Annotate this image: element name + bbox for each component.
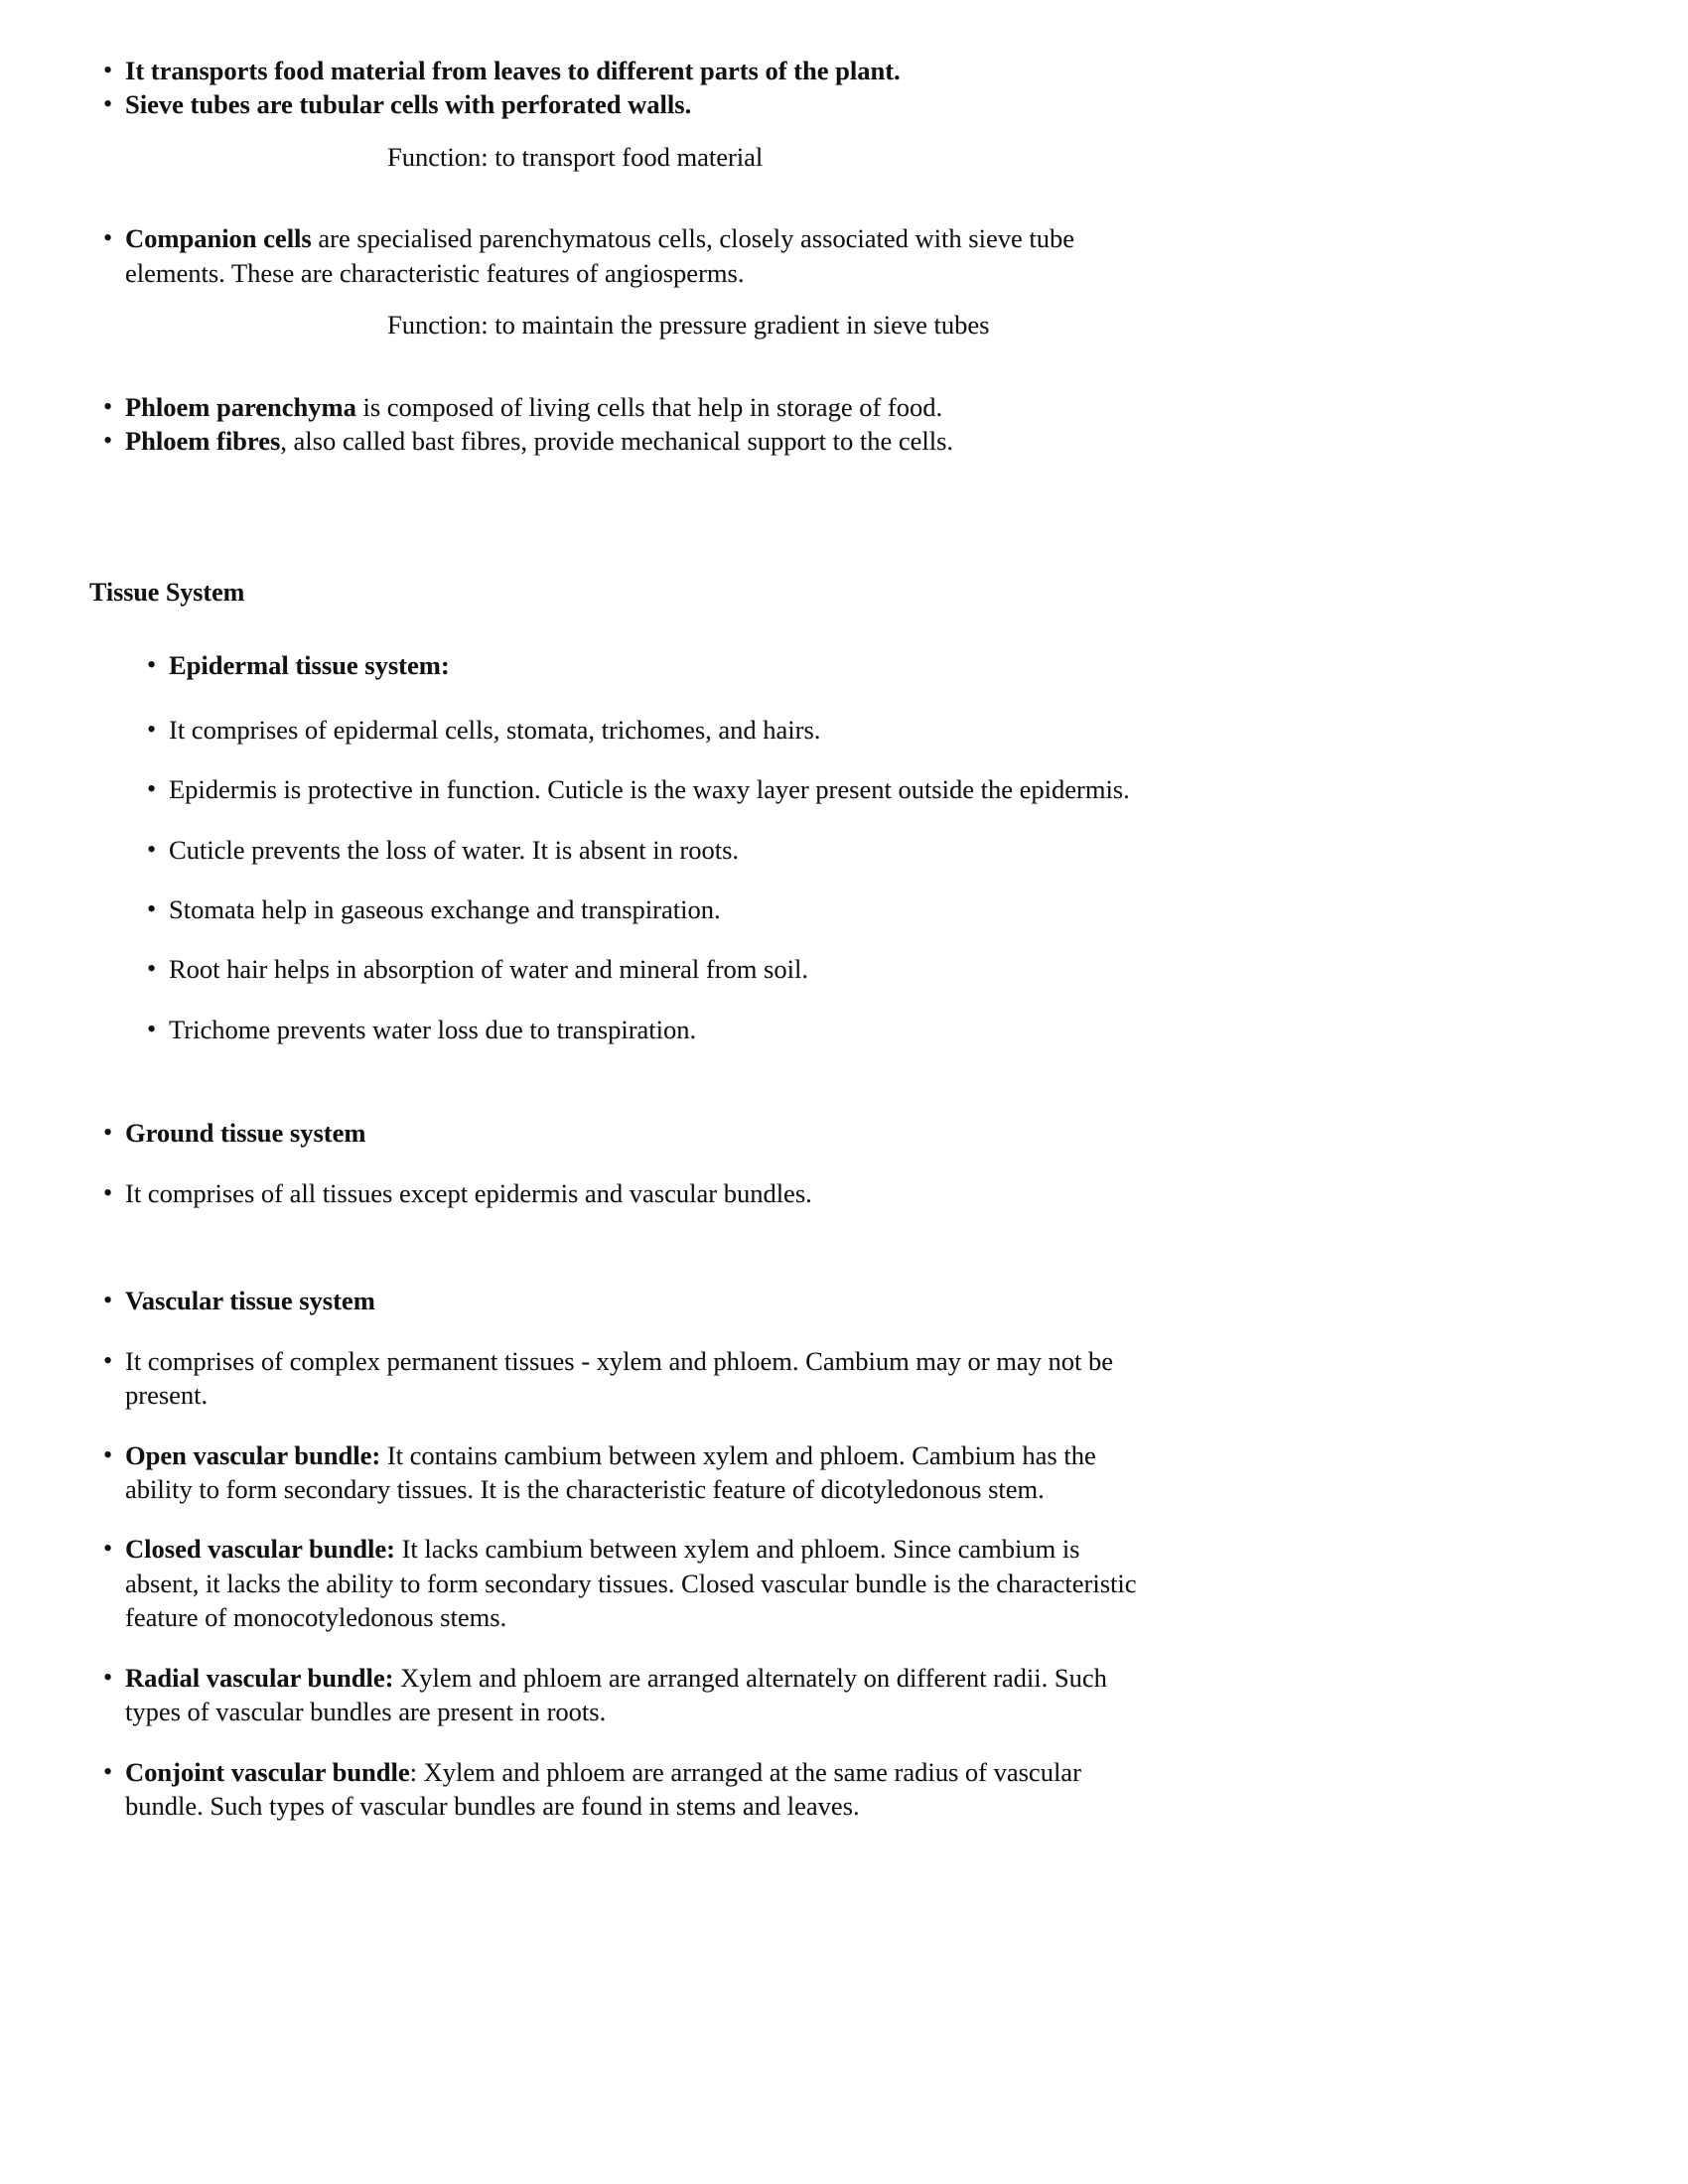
- list-item: [0, 1176, 1688, 1210]
- epidermal-points-list: [0, 952, 1688, 986]
- function-line-2: Function: to maintain the pressure gradient in sieve tubes: [387, 310, 990, 341]
- spacer: [0, 342, 1688, 390]
- spacer: [0, 1635, 1688, 1661]
- bullet-description: , also called bast fibres, provide mechanical support to the cells.: [280, 426, 954, 457]
- bullet-icon: [103, 1344, 137, 1378]
- ground-tissue-points-list: [0, 1176, 1688, 1210]
- bullet-term: Radial vascular bundle:: [125, 1662, 394, 1693]
- bullet-description: are specialised parenchymatous cells, closely associated with sieve tube elements. These are characteristic features of angiosperms.: [125, 223, 1074, 288]
- bullet-text: Root hair helps in absorption of water and mineral from soil.: [169, 954, 808, 985]
- list-item: [0, 713, 1688, 747]
- list-item: [0, 1013, 1688, 1046]
- phloem-parenchyma-list: [0, 390, 1688, 459]
- list-item: [0, 221, 1688, 290]
- bullet-term: Open vascular bundle:: [125, 1439, 381, 1470]
- vascular-tissue-title-list: [0, 1284, 1688, 1317]
- list-item: [0, 1532, 1688, 1634]
- list-item: [0, 1344, 1688, 1413]
- spacer: [0, 1506, 1688, 1532]
- bullet-icon: [103, 424, 137, 458]
- vascular-intro-list: [0, 1344, 1688, 1413]
- bullet-text: It transports food material from leaves to different parts of the plant.: [125, 56, 901, 85]
- spacer: [0, 122, 1688, 140]
- bullet-term: Companion cells: [125, 223, 312, 254]
- bullet-description: Xylem and phloem are arranged alternately on different radii. Such types of vascular bundles are present in roots.: [125, 1662, 1107, 1727]
- page-title: Tissue System: [89, 577, 245, 607]
- bullet-icon: [147, 952, 181, 986]
- list-item: [0, 1661, 1688, 1729]
- bullet-text: It comprises of all tissues except epidermis and vascular bundles.: [125, 1177, 812, 1208]
- bullet-icon: [147, 833, 181, 867]
- bullet-text: Trichome prevents water loss due to transpiration.: [169, 1014, 697, 1044]
- bullet-icon: [103, 54, 137, 87]
- bullet-icon: [147, 713, 181, 747]
- bullet-description: It contains cambium between xylem and phloem. Cambium has the ability to form secondary tissues. It is the characteristic feature of dicotyledonous stem.: [125, 1439, 1096, 1504]
- bullet-icon: [103, 87, 137, 121]
- epidermal-tissue-list: [0, 648, 1688, 682]
- bullet-icon: [103, 1176, 137, 1210]
- vascular-bundle-list: [0, 1755, 1688, 1824]
- bullet-text: It comprises of complex permanent tissues - xylem and phloem. Cambium may or may not be present.: [125, 1345, 1114, 1411]
- vascular-bundle-list: [0, 1438, 1688, 1507]
- bullet-text: [125, 1438, 1152, 1507]
- list-item: [0, 424, 1688, 458]
- epidermal-points-list: [0, 772, 1688, 806]
- list-item: [0, 833, 1688, 867]
- spacer: [0, 174, 1688, 221]
- bullet-text: [125, 1661, 1152, 1729]
- spacer: [0, 1210, 1688, 1266]
- spacer: [0, 609, 1688, 648]
- list-item: [0, 648, 1688, 682]
- ground-tissue-title-list: [0, 1116, 1688, 1150]
- list-item: [0, 952, 1688, 986]
- spacer: [0, 1318, 1688, 1344]
- spacer: [0, 1413, 1688, 1438]
- bullet-text: [125, 1755, 1152, 1824]
- bullet-icon: [103, 1661, 137, 1695]
- vascular-bundle-list: [0, 1661, 1688, 1729]
- spacer: [0, 290, 1688, 308]
- epidermal-points-list: [0, 713, 1688, 747]
- bullet-text: [125, 221, 1152, 290]
- spacer: [0, 1729, 1688, 1755]
- bullet-term: Closed vascular bundle:: [125, 1534, 395, 1565]
- epidermal-points-list: [0, 833, 1688, 867]
- list-item: [0, 772, 1688, 806]
- bullet-text: Cuticle prevents the loss of water. It is absent in roots.: [169, 834, 740, 865]
- spacer: [0, 807, 1688, 833]
- spacer: [0, 1151, 1688, 1176]
- list-item: [0, 1284, 1688, 1317]
- spacer: [0, 1102, 1688, 1116]
- phloem-bullet-list: [0, 54, 1688, 122]
- spacer: [0, 867, 1688, 892]
- bullet-icon: [147, 772, 181, 806]
- bullet-description: : Xylem and phloem are arranged at the same radius of vascular bundle. Such types of vascular bundles are found in stems and leaves.: [125, 1756, 1081, 1822]
- bullet-icon: [103, 390, 137, 424]
- spacer: [0, 1046, 1688, 1102]
- subsection-title: Epidermal tissue system:: [169, 650, 450, 681]
- spacer: [0, 987, 1688, 1013]
- bullet-text: Sieve tubes are tubular cells with perforated walls.: [125, 89, 692, 120]
- bullet-icon: [103, 1438, 137, 1472]
- bullet-term: Phloem parenchyma: [125, 391, 356, 422]
- spacer: [0, 459, 1688, 528]
- bullet-description: is composed of living cells that help in storage of food.: [355, 391, 943, 422]
- bullet-text: Stomata help in gaseous exchange and transpiration.: [169, 894, 721, 925]
- spacer: [0, 683, 1688, 713]
- list-item: [0, 892, 1688, 926]
- bullet-icon: [147, 648, 181, 682]
- list-item: [0, 87, 1688, 121]
- bullet-text: It comprises of epidermal cells, stomata, trichomes, and hairs.: [169, 714, 821, 745]
- spacer: [0, 1266, 1688, 1284]
- bullet-icon: [147, 1013, 181, 1046]
- vascular-bundle-list: [0, 1532, 1688, 1634]
- list-item: [0, 1755, 1688, 1824]
- bullet-icon: [147, 892, 181, 926]
- bullet-icon: [103, 1532, 137, 1566]
- subsection-title: Ground tissue system: [125, 1118, 366, 1149]
- top-spacer: [0, 0, 1688, 54]
- bullet-text: [125, 390, 1152, 424]
- bullet-icon: [103, 1755, 137, 1789]
- bullet-text: Epidermis is protective in function. Cuticle is the waxy layer present outside the epidermis.: [169, 774, 1130, 805]
- bullet-icon: [103, 221, 137, 255]
- function-line-1: Function: to transport food material: [387, 141, 764, 172]
- list-item: [0, 390, 1688, 424]
- epidermal-points-list: [0, 892, 1688, 926]
- spacer: [0, 747, 1688, 772]
- spacer: [0, 528, 1688, 576]
- list-item: [0, 54, 1688, 87]
- subsection-title: Vascular tissue system: [125, 1286, 375, 1316]
- companion-cells-list: [0, 221, 1688, 290]
- bullet-term: Conjoint vascular bundle: [125, 1756, 410, 1787]
- list-item: [0, 1116, 1688, 1150]
- epidermal-points-list: [0, 1013, 1688, 1046]
- bullet-term: Phloem fibres: [125, 426, 281, 457]
- bullet-text: [125, 1532, 1152, 1634]
- bullet-text: [125, 424, 1152, 458]
- bullet-icon: [103, 1116, 137, 1150]
- bullet-icon: [103, 1284, 137, 1317]
- list-item: [0, 1438, 1688, 1507]
- spacer: [0, 926, 1688, 952]
- bullet-description: It lacks cambium between xylem and phloem. Since cambium is absent, it lacks the ability to form secondary tissues. Closed vascular bundle is the characteristic feature of monocotyledonous stems.: [125, 1534, 1137, 1633]
